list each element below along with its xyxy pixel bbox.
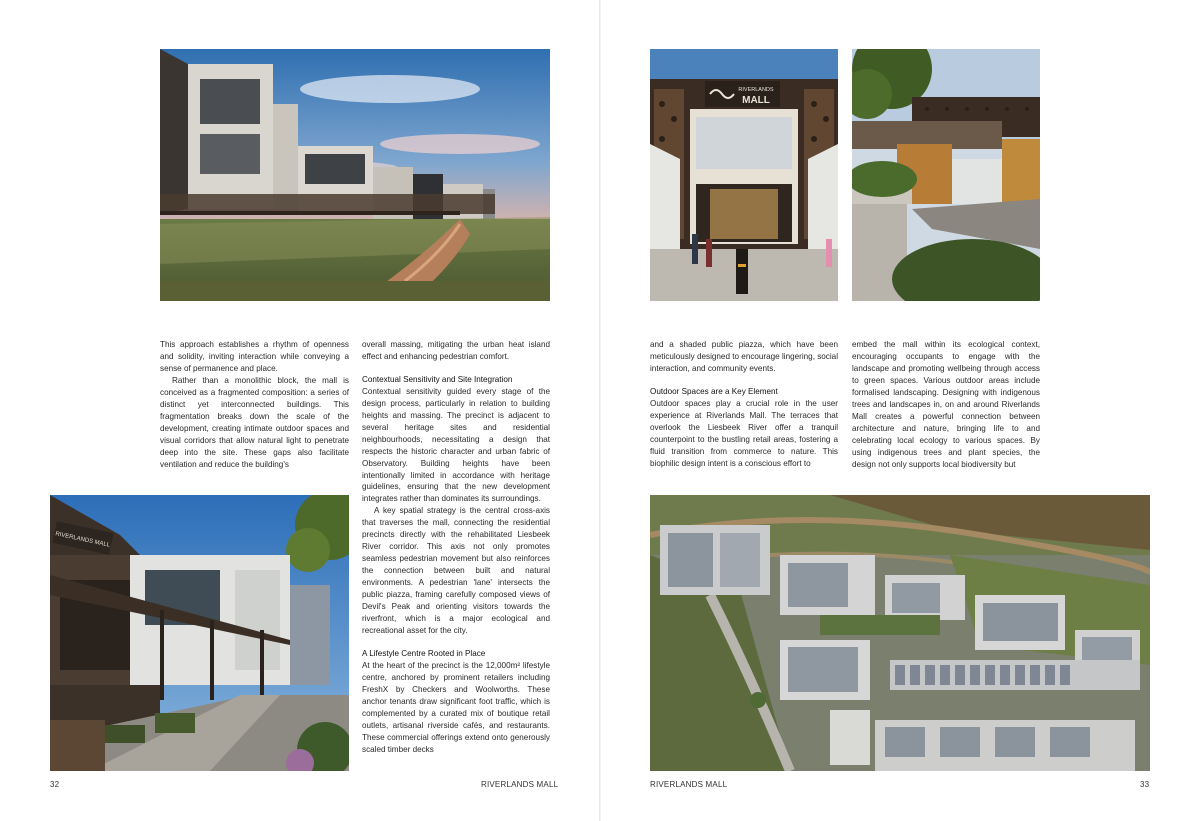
photo-mall-entrance-image [650,49,838,301]
body-paragraph: Contextual sensitivity guided every stage of the design process, particularly in relation to building heights and massing. The precinct is adjacent to several heritage sites and residential neighbourhoods, necessitating a design that respects the historic character and urban fabric of Observatory. Building heights have been intentionally limited in accordance with heritage guidelines, ensuring that the new development integrates rather than dominates its surroundings. [362,386,550,504]
body-paragraph: Outdoor spaces play a crucial role in the user experience at Riverlands Mall. The terraces that overlook the Liesbeek River offer a tranquil counterpoint to the bustling retail areas, fostering a fluid transition from commerce to nature. This biophilic design intent is a conscious effort to [650,398,838,468]
page-number-right: 33 [1140,780,1150,789]
left-column-1 [160,339,349,470]
page-spine [599,0,601,821]
photo-walkway [50,495,349,771]
photo-building-exterior [160,49,550,301]
page-number-left: 32 [50,780,60,789]
walkway-sign-text: RIVERLANDS MALL [54,531,111,549]
body-paragraph: This approach establishes a rhythm of openness and solidity, inviting interaction while conveying a sense of permanence and place. [160,340,349,373]
body-paragraph: Rather than a monolithic block, the mall is conceived as a fragmented composition: a series of distinct yet interconnected buildings. This fragmentation breaks down the scale of the development, creating intimate outdoor spaces and visual corridors that allow natural light to penetrate deep into the site. These gaps also facilitate ventilation and reduce the building's [160,375,349,469]
photo-aerial-view-image [650,495,1150,771]
entrance-sign-line1: RIVERLANDS [738,87,774,93]
running-title-right: RIVERLANDS MALL [650,780,728,789]
photo-courtyard-image [852,49,1040,301]
right-column-1 [650,339,838,470]
running-title-left: RIVERLANDS MALL [481,780,559,789]
left-column-2 [362,339,550,755]
photo-walkway-image [50,495,349,771]
entrance-sign-line2: MALL [742,95,770,106]
section-heading: Contextual Sensitivity and Site Integration [362,374,513,384]
entrance-sign [705,81,780,107]
section-heading: A Lifestyle Centre Rooted in Place [362,648,486,658]
body-paragraph: embed the mall within its ecological context, encouraging occupants to engage with the landscape and promoting wellbeing through access to green spaces. Various outdoor areas include formalised landscaping. Designing with indigenous trees and landscapes in, on and around Riverlands Mall creates a powerful connection between architecture and nature, bringing life to and celebrating local ecology to various spaces. By using indigenous trees and plant species, the design not only supports local biodiversity but [852,340,1040,469]
body-paragraph: overall massing, mitigating the urban heat island effect and enhancing pedestrian comfort. [362,340,550,361]
photo-mall-entrance [650,49,838,301]
body-paragraph: A key spatial strategy is the central cross-axis that traverses the mall, connecting the residential precincts directly with the rehabilitated Liesbeek River corridor. This axis not only promotes seamless pedestrian movement but also reinforces the connection between built and natural environments. A pedestrian 'lane' intersects the public piazza, framing carefully composed views of Devil's Peak and orienting visitors towards the riverfront, which is a major ecological and recreational asset for the city. [362,506,550,635]
right-column-2 [852,339,1040,470]
section-heading: Outdoor Spaces are a Key Element [650,386,778,396]
photo-courtyard [852,49,1040,301]
photo-aerial-view [650,495,1150,771]
body-paragraph: At the heart of the precinct is the 12,000m² lifestyle centre, anchored by prominent retailers including FreshX by Checkers and Woolworths. These anchor tenants draw significant foot traffic, which is complemented by a curated mix of boutique retail outlets, artisanal riverside cafés, and restaurants. These commercial offerings extend onto generously scaled timber decks [362,660,550,754]
body-paragraph: and a shaded public piazza, which have been meticulously designed to encourage lingering, social interaction, and community events. [650,340,838,373]
photo-building-exterior-image [160,49,550,301]
